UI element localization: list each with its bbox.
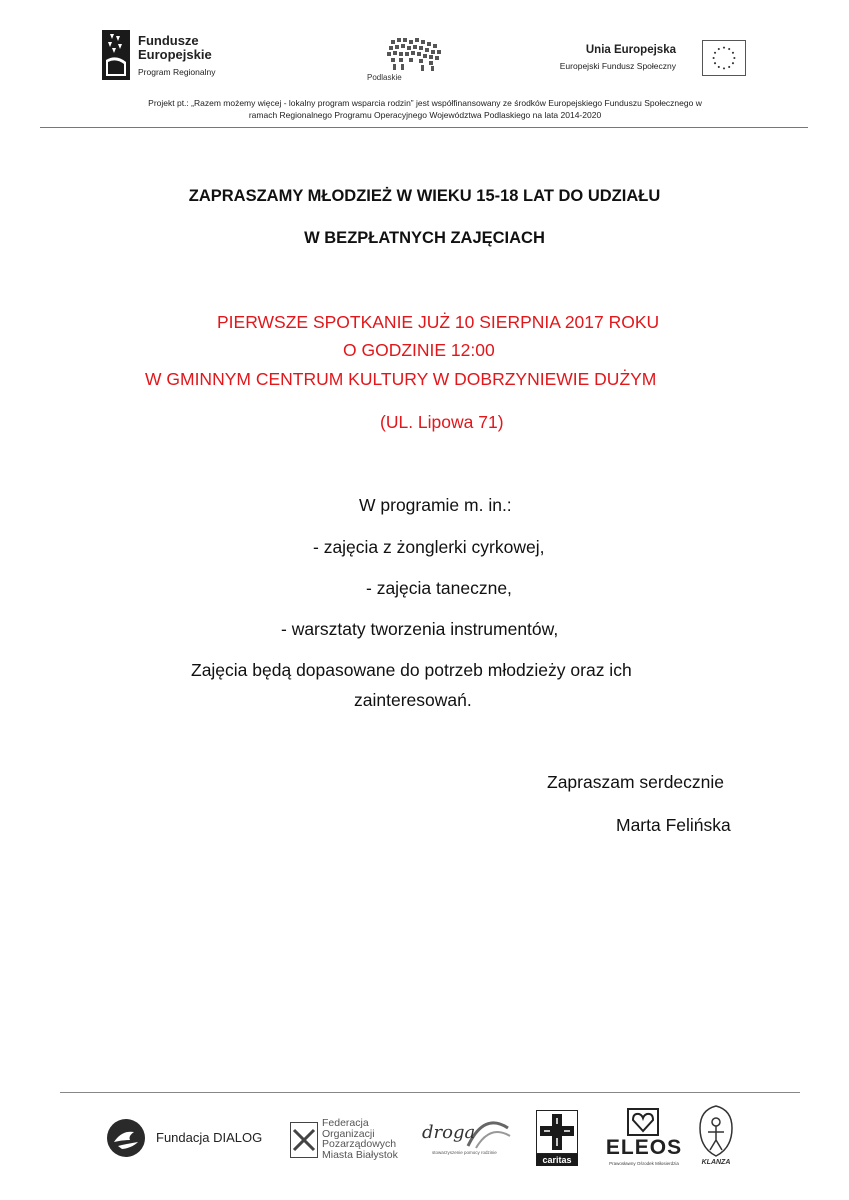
eleos-label: ELEOS: [605, 1136, 683, 1159]
ue-logo-sub: Europejski Fundusz Społeczny: [559, 61, 676, 71]
fe-logo-line1: Fundusze: [138, 33, 199, 48]
closing-text: Zapraszam serdecznie: [547, 772, 725, 792]
eu-flag-icon: [702, 40, 746, 76]
federacja-emblem-icon: [290, 1122, 318, 1158]
heading-line1: ZAPRASZAMY MŁODZIEŻ W WIEKU 15-18 LAT DO UDZIAŁU: [188, 187, 661, 205]
program-item: - warsztaty tworzenia instrumentów,: [281, 619, 559, 639]
droga-sub: stowarzyszenie pomocy rodzinie: [432, 1150, 497, 1155]
program-item: - zajęcia taneczne,: [366, 578, 512, 598]
federacja-line: Organizacji: [322, 1127, 375, 1140]
bison-icon: [385, 36, 445, 72]
event-date: PIERWSZE SPOTKANIE JUŻ 10 SIERPNIA 2017 ROKU: [217, 312, 660, 332]
header-divider: [40, 127, 808, 128]
federacja-line: Pozarządowych: [322, 1138, 397, 1150]
fe-logo-sub: Program Regionalny: [138, 67, 216, 77]
note-line2: zainteresowań.: [354, 690, 472, 710]
event-time: O GODZINIE 12:00: [343, 340, 495, 360]
federacja-line: Federacja: [322, 1117, 369, 1129]
event-venue: W GMINNYM CENTRUM KULTURY W DOBRZYNIEWIE DUŻYM: [145, 369, 657, 389]
klanza-figure-icon: [696, 1104, 736, 1158]
fundusze-europejskie-logo: [102, 30, 242, 82]
fe-logo-line2: Europejskie: [138, 47, 212, 62]
program-intro: W programie m. in.:: [359, 495, 512, 515]
dialog-dove-icon: [104, 1118, 150, 1158]
eleos-heart-icon: [627, 1108, 659, 1136]
eleos-sub: Prawosławny Ośrodek Miłosierdzia: [609, 1161, 679, 1166]
heading-line2: W BEZPŁATNYCH ZAJĘCIACH: [304, 229, 545, 247]
project-note-line2: ramach Regionalnego Programu Operacyjnego Województwa Podlaskiego na lata 2014-2020: [248, 110, 602, 120]
ue-logo-title: Unia Europejska: [585, 44, 676, 56]
fundusze-europejskie-mark-icon: [102, 30, 130, 80]
project-funding-note: [60, 97, 790, 121]
unia-europejska-logo: [560, 40, 746, 80]
caritas-cross-icon: [536, 1110, 578, 1154]
caritas-label: caritas: [536, 1154, 578, 1166]
footer-divider: [60, 1092, 800, 1093]
note-line1: Zajęcia będą dopasowane do potrzeb młodzieży oraz ich: [191, 660, 632, 680]
klanza-label: KLANZA: [701, 1159, 731, 1166]
klanza-logo: [696, 1104, 736, 1170]
podlaskie-logo: [367, 36, 447, 82]
podlaskie-label: Podlaskie: [367, 73, 402, 82]
droga-logo: [420, 1116, 512, 1160]
program-item: - zajęcia z żonglerki cyrkowej,: [313, 537, 545, 557]
fundacja-dialog-logo: [104, 1118, 279, 1158]
eleos-logo: [600, 1108, 688, 1168]
federacja-line: Miasta Białystok: [322, 1148, 398, 1161]
fundacja-dialog-label: Fundacja DIALOG: [156, 1130, 263, 1145]
project-note-line1: Projekt pt.: „Razem możemy więcej - lokalny program wsparcia rodzin” jest współfinansowany ze środków Europejskiego Funduszu Społecznego w: [148, 98, 702, 108]
signature: Marta Felińska: [616, 815, 731, 835]
event-address: (UL. Lipowa 71): [380, 412, 504, 432]
droga-label: droga: [422, 1122, 476, 1143]
federacja-logo: [290, 1118, 415, 1162]
caritas-logo: [536, 1110, 578, 1166]
